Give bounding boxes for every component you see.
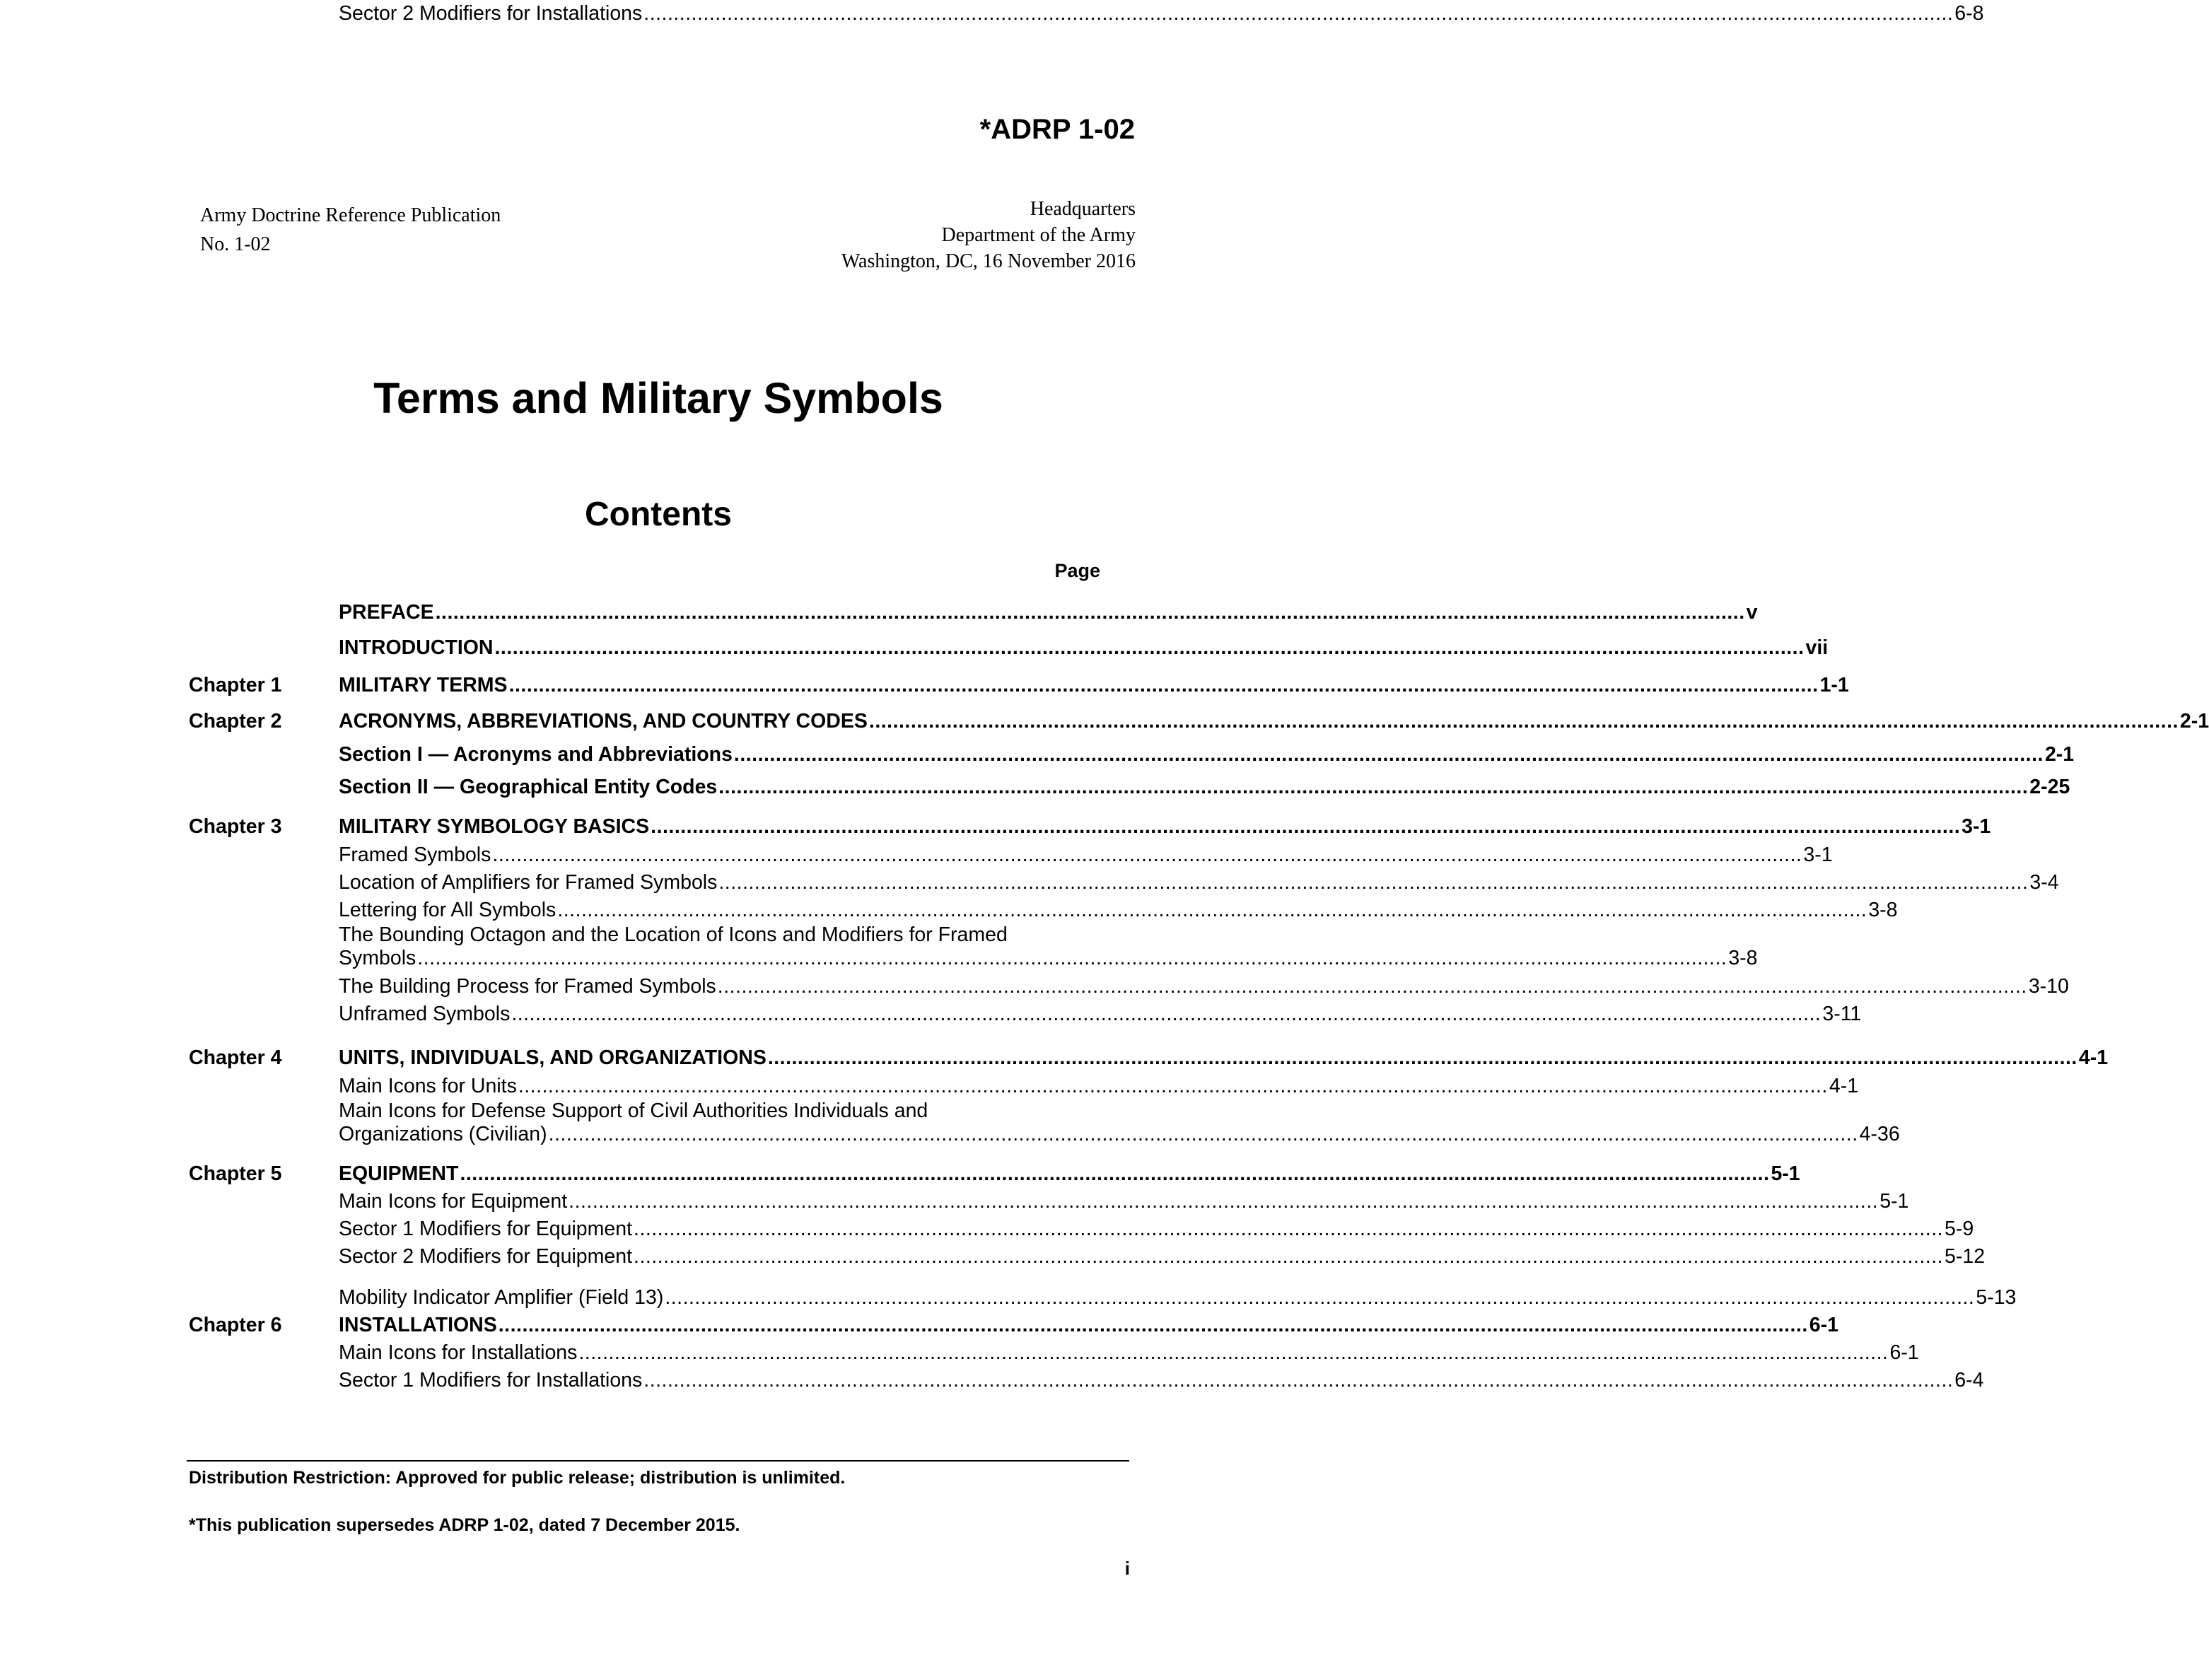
toc-entry-page: 3-11 xyxy=(1822,1003,1862,1025)
toc-entry-title: Sector 1 Modifiers for Equipment xyxy=(339,1218,633,1240)
dot-leader: ............................................................................................................................................................................................................................ xyxy=(643,2,1954,25)
toc-entry-line xyxy=(339,869,2059,896)
toc-entry-title: Unframed Symbols xyxy=(339,1003,511,1025)
dot-leader: ............................................................................................................................................................................................................................ xyxy=(868,710,2179,733)
dot-leader: ............................................................................................................................................................................................................................ xyxy=(518,1075,1828,1097)
toc-entry[interactable] xyxy=(189,813,1991,840)
toc-entry-page: 5-12 xyxy=(1945,1245,1986,1268)
headquarters-label: Headquarters xyxy=(1030,198,1136,220)
dot-leader: ............................................................................................................................................................................................................................ xyxy=(511,1003,1822,1025)
dot-leader: ............................................................................................................................................................................................................................ xyxy=(492,844,1802,866)
toc-entry[interactable] xyxy=(189,869,2059,896)
dot-leader: ............................................................................................................................................................................................................................ xyxy=(417,947,1727,969)
toc-entry-title: PREFACE xyxy=(339,601,434,624)
toc-entry-line xyxy=(339,973,2069,1000)
toc-entry-page: 2-1 xyxy=(2044,743,2075,766)
publication-name: Army Doctrine Reference Publication xyxy=(200,204,501,226)
toc-entry-line xyxy=(339,1339,1919,1366)
toc-entry-title: EQUIPMENT xyxy=(339,1162,459,1185)
dot-leader: ............................................................................................................................................................................................................................ xyxy=(494,636,1805,659)
toc-entry-page: 4-1 xyxy=(2078,1046,2109,1069)
toc-entry-title: Sector 2 Modifiers for Installations xyxy=(339,2,643,25)
toc-entry-line xyxy=(339,1160,1800,1187)
toc-entry-page: 6-1 xyxy=(1809,1314,1838,1336)
dot-leader: ............................................................................................................................................................................................................................ xyxy=(548,1123,1858,1145)
document-number: *ADRP 1-02 xyxy=(979,114,1135,145)
chapter-label: Chapter 2 xyxy=(189,710,282,733)
toc-entry-page: 5-1 xyxy=(1771,1162,1800,1185)
toc-entry[interactable] xyxy=(189,0,1984,27)
toc-entry-title: Location of Amplifiers for Framed Symbols xyxy=(339,871,718,894)
toc-entry-line xyxy=(339,1044,2109,1071)
toc-entry[interactable] xyxy=(189,1215,1974,1242)
toc-entry-title: The Building Process for Framed Symbols xyxy=(339,975,716,998)
toc-entry[interactable] xyxy=(189,1339,1919,1366)
toc-entry[interactable] xyxy=(189,634,1829,661)
toc-entry-page: 3-1 xyxy=(1803,844,1833,866)
chapter-label: Chapter 5 xyxy=(189,1162,282,1185)
toc-entry-title: MILITARY TERMS xyxy=(339,674,508,696)
toc-entry[interactable] xyxy=(189,1367,1984,1394)
toc-entry-line xyxy=(339,599,1758,626)
dot-leader: ............................................................................................................................................................................................................................ xyxy=(733,743,2044,766)
toc-entry[interactable] xyxy=(189,774,2070,800)
toc-entry-page: 2-25 xyxy=(2029,776,2070,798)
toc-entry-title: Sector 1 Modifiers for Installations xyxy=(339,1369,643,1392)
toc-entry-line xyxy=(339,0,1984,27)
toc-entry-title: Main Icons for Equipment xyxy=(339,1190,568,1213)
dot-leader: ............................................................................................................................................................................................................................ xyxy=(634,1245,1944,1268)
toc-entry-page: 2-1 xyxy=(2179,710,2209,733)
toc-entry-title: INTRODUCTION xyxy=(339,636,494,659)
toc-entry-title: Symbols xyxy=(339,947,416,969)
toc-entry[interactable] xyxy=(189,1284,2017,1311)
toc-entry[interactable] xyxy=(189,708,2209,735)
toc-entry-line xyxy=(339,774,2070,800)
chapter-label: Chapter 6 xyxy=(189,1314,282,1336)
dot-leader: ............................................................................................................................................................................................................................ xyxy=(634,1218,1944,1240)
toc-entry-page: 4-36 xyxy=(1859,1123,1900,1145)
dot-leader: ............................................................................................................................................................................................................................ xyxy=(665,1286,1975,1309)
toc-entry[interactable] xyxy=(189,1073,1859,1099)
toc-entry[interactable] xyxy=(189,599,1758,626)
dot-leader: ............................................................................................................................................................................................................................ xyxy=(651,815,1961,838)
toc-entry-title: UNITS, INDIVIDUALS, AND ORGANIZATIONS xyxy=(339,1046,767,1069)
toc-entry[interactable] xyxy=(189,741,2075,768)
department-label: Department of the Army xyxy=(941,224,1136,246)
dot-leader: ............................................................................................................................................................................................................................ xyxy=(508,674,1819,696)
toc-entry-page: 3-4 xyxy=(2029,871,2059,894)
toc-entry-title: Main Icons for Units xyxy=(339,1075,517,1097)
toc-entry[interactable] xyxy=(189,1099,1900,1148)
dot-leader: ............................................................................................................................................................................................................................ xyxy=(643,1369,1954,1392)
toc-entry-title-line: Main Icons for Defense Support of Civil Authorities Individuals and xyxy=(339,1099,928,1122)
toc-entry-title: INSTALLATIONS xyxy=(339,1314,497,1336)
toc-entry-title-line: The Bounding Octagon and the Location of Icons and Modifiers for Framed xyxy=(339,923,1008,946)
toc-entry-line xyxy=(339,1121,1900,1148)
toc-entry-title: MILITARY SYMBOLOGY BASICS xyxy=(339,815,650,838)
toc-entry-page: 3-8 xyxy=(1868,899,1898,921)
toc-entry-page: 3-8 xyxy=(1728,947,1758,969)
toc-entry-line xyxy=(339,1312,1838,1338)
chapter-label: Chapter 3 xyxy=(189,815,282,838)
chapter-label: Chapter 4 xyxy=(189,1046,282,1069)
toc-entry[interactable] xyxy=(189,841,1833,868)
chapter-label: Chapter 1 xyxy=(189,674,282,696)
toc-entry[interactable] xyxy=(189,672,1849,699)
toc-entry[interactable] xyxy=(189,1044,2109,1071)
toc-entry-page: 5-1 xyxy=(1879,1190,1909,1213)
dot-leader: ............................................................................................................................................................................................................................ xyxy=(557,899,1867,921)
toc-entry-title: Sector 2 Modifiers for Equipment xyxy=(339,1245,633,1268)
dot-leader: ............................................................................................................................................................................................................................ xyxy=(498,1314,1808,1336)
dot-leader: ............................................................................................................................................................................................................................ xyxy=(435,601,1745,624)
page-column-label: Page xyxy=(1054,560,1100,581)
location-date: Washington, DC, 16 November 2016 xyxy=(841,250,1136,272)
dot-leader: ............................................................................................................................................................................................................................ xyxy=(460,1162,1770,1185)
toc-entry-title: Mobility Indicator Amplifier (Field 13) xyxy=(339,1286,664,1309)
toc-entry-title: Framed Symbols xyxy=(339,844,491,866)
page-title: Terms and Military Symbols xyxy=(373,374,943,422)
footer-divider xyxy=(187,1460,1129,1462)
toc-entry-page: 5-9 xyxy=(1945,1218,1974,1240)
toc-entry-line xyxy=(339,1001,1862,1027)
toc-entry-title: Organizations (Civilian) xyxy=(339,1123,547,1145)
dot-leader: ............................................................................................................................................................................................................................ xyxy=(717,975,2027,998)
toc-entry-page: vii xyxy=(1805,636,1829,659)
toc-entry-page: v xyxy=(1746,601,1758,624)
toc-entry[interactable] xyxy=(189,1001,1862,1027)
toc-entry-line xyxy=(339,841,1833,868)
toc-entry[interactable] xyxy=(189,897,1898,923)
distribution-restriction: Distribution Restriction: Approved for public release; distribution is unlimited. xyxy=(189,1468,846,1488)
dot-leader: ............................................................................................................................................................................................................................ xyxy=(718,871,2029,894)
toc-entry-line xyxy=(339,1243,1986,1270)
toc-entry-line xyxy=(339,1284,2017,1311)
toc-entry-title: Section I — Acronyms and Abbreviations xyxy=(339,743,733,766)
toc-entry-line xyxy=(339,945,1758,972)
toc-entry-title: ACRONYMS, ABBREVIATIONS, AND COUNTRY CODES xyxy=(339,710,868,733)
toc-entry[interactable] xyxy=(189,1312,1838,1338)
toc-entry-line xyxy=(339,741,2075,768)
toc-entry-page: 1-1 xyxy=(1819,674,1849,696)
toc-entry-page: 3-10 xyxy=(2028,975,2069,998)
dot-leader: ............................................................................................................................................................................................................................ xyxy=(767,1046,2077,1069)
toc-entry-title: Lettering for All Symbols xyxy=(339,899,556,921)
toc-entry[interactable] xyxy=(189,1160,1800,1187)
toc-entry-line xyxy=(339,1188,1909,1215)
toc-entry-line xyxy=(339,813,1991,840)
supersedes-note: *This publication supersedes ADRP 1-02, dated 7 December 2015. xyxy=(189,1515,740,1535)
toc-entry-line xyxy=(339,1215,1974,1242)
toc-entry[interactable] xyxy=(189,973,2069,1000)
toc-entry-line xyxy=(339,897,1898,923)
publication-number: No. 1-02 xyxy=(200,233,271,255)
toc-entry[interactable] xyxy=(189,1188,1909,1215)
toc-entry[interactable] xyxy=(189,923,1758,972)
toc-entry-page: 6-4 xyxy=(1954,1369,1984,1392)
toc-entry-line xyxy=(339,708,2209,735)
dot-leader: ............................................................................................................................................................................................................................ xyxy=(718,776,2029,798)
toc-entry-page: 6-1 xyxy=(1889,1341,1919,1364)
toc-entry-title: Section II — Geographical Entity Codes xyxy=(339,776,718,798)
toc-entry-line xyxy=(339,634,1829,661)
toc-entry-page: 3-1 xyxy=(1962,815,1991,838)
toc-entry-page: 4-1 xyxy=(1829,1075,1859,1097)
toc-entry-line xyxy=(339,1073,1859,1099)
dot-leader: ............................................................................................................................................................................................................................ xyxy=(578,1341,1889,1364)
toc-entry-page: 6-8 xyxy=(1954,2,1984,25)
contents-heading: Contents xyxy=(585,496,732,533)
toc-entry-line xyxy=(339,672,1849,699)
toc-entry-line xyxy=(339,1367,1984,1394)
page-number: i xyxy=(1124,1558,1130,1579)
toc-entry-page: 5-13 xyxy=(1976,1286,2017,1309)
toc-entry[interactable] xyxy=(189,1243,1986,1270)
toc-entry-title: Main Icons for Installations xyxy=(339,1341,578,1364)
dot-leader: ............................................................................................................................................................................................................................ xyxy=(569,1190,1879,1213)
